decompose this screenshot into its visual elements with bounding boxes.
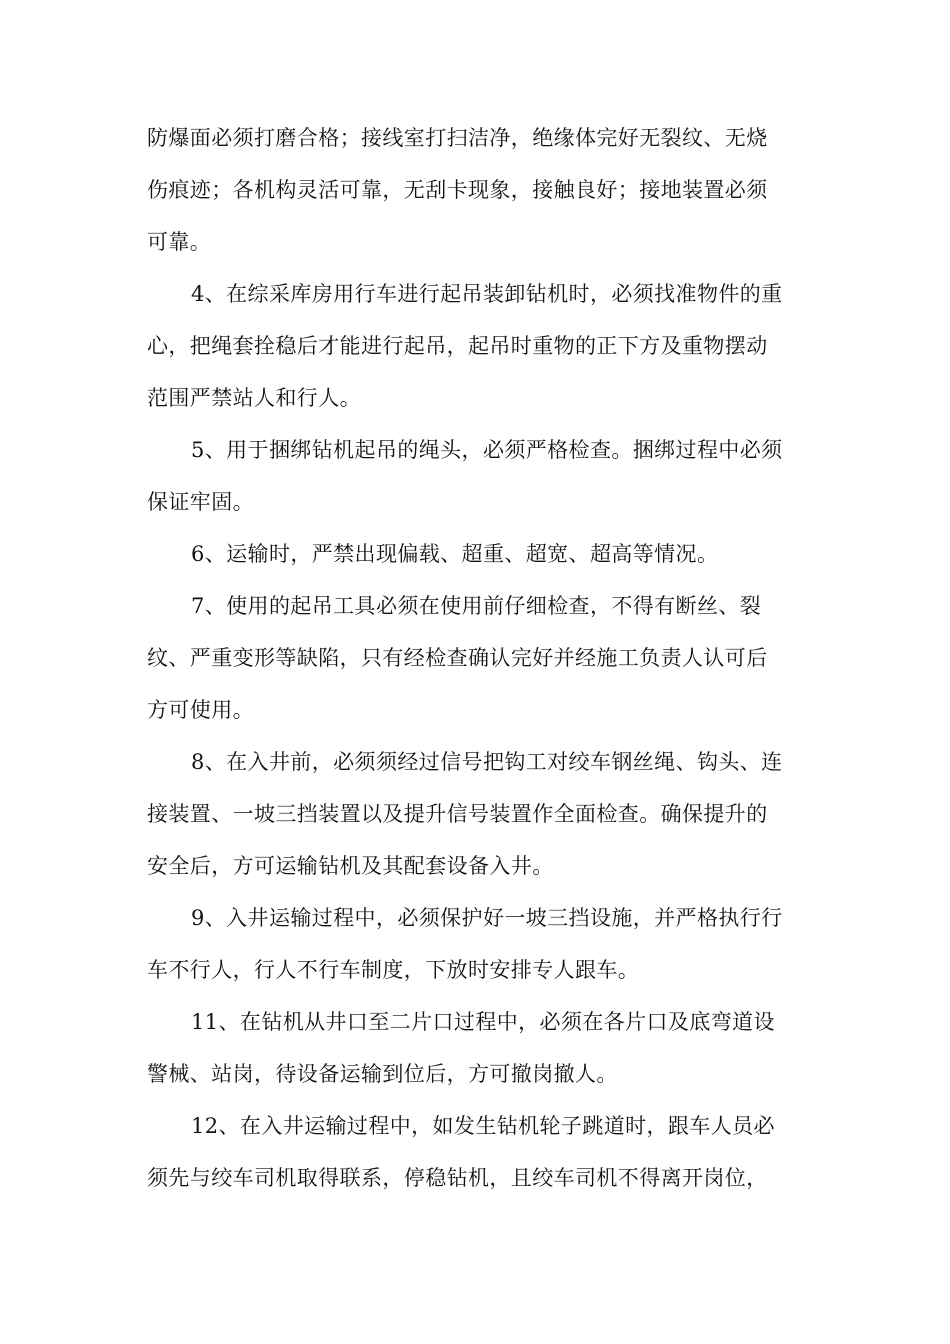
paragraph-explosion-proof-continued (147, 112, 807, 268)
document-body (147, 112, 807, 1204)
paragraph-line: 须先与绞车司机取得联系，停稳钻机，且绞车司机不得离开岗位， (147, 1166, 768, 1190)
paragraph-line: 纹、严重变形等缺陷，只有经检查确认完好并经施工负责人认可后 (147, 646, 768, 670)
paragraph-line: 接装置、一坡三挡装置以及提升信号装置作全面检查。确保提升的 (147, 802, 768, 826)
paragraph-line: 伤痕迹；各机构灵活可靠，无刮卡现象，接触良好；接地装置必须 (147, 178, 768, 202)
paragraph-item-11 (147, 996, 807, 1100)
paragraph-line: 9、入井运输过程中，必须保护好一坡三挡设施，并严格执行行 (191, 906, 783, 930)
paragraph-line: 防爆面必须打磨合格；接线室打扫洁净，绝缘体完好无裂纹、无烧 (147, 126, 768, 150)
paragraph-item-4 (147, 268, 807, 424)
paragraph-line: 保证牢固。 (147, 490, 254, 514)
paragraph-line: 车不行人，行人不行车制度，下放时安排专人跟车。 (147, 958, 640, 982)
paragraph-item-12 (147, 1100, 807, 1204)
paragraph-line: 心，把绳套拴稳后才能进行起吊，起吊时重物的正下方及重物摆动 (147, 334, 768, 358)
paragraph-item-9 (147, 892, 807, 996)
paragraph-item-8 (147, 736, 807, 892)
paragraph-item-5 (147, 424, 807, 528)
paragraph-line: 方可使用。 (147, 698, 254, 722)
paragraph-line: 范围严禁站人和行人。 (147, 386, 361, 410)
paragraph-line: 6、运输时，严禁出现偏载、超重、超宽、超高等情况。 (191, 542, 719, 566)
paragraph-line: 4、在综采库房用行车进行起吊装卸钻机时，必须找准物件的重 (191, 282, 783, 306)
paragraph-line: 11、在钻机从井口至二片口过程中，必须在各片口及底弯道设 (191, 1010, 775, 1034)
paragraph-item-6 (147, 528, 807, 580)
paragraph-item-7 (147, 580, 807, 736)
paragraph-line: 可靠。 (147, 230, 212, 254)
paragraph-line: 12、在入井运输过程中，如发生钻机轮子跳道时，跟车人员必 (191, 1114, 775, 1138)
paragraph-line: 7、使用的起吊工具必须在使用前仔细检查，不得有断丝、裂 (191, 594, 762, 618)
paragraph-line: 安全后，方可运输钻机及其配套设备入井。 (147, 854, 554, 878)
paragraph-line: 8、在入井前，必须须经过信号把钩工对绞车钢丝绳、钩头、连 (191, 750, 783, 774)
paragraph-line: 5、用于捆绑钻机起吊的绳头，必须严格检查。捆绑过程中必须 (191, 438, 783, 462)
paragraph-line: 警械、站岗，待设备运输到位后，方可撤岗撤人。 (147, 1062, 618, 1086)
